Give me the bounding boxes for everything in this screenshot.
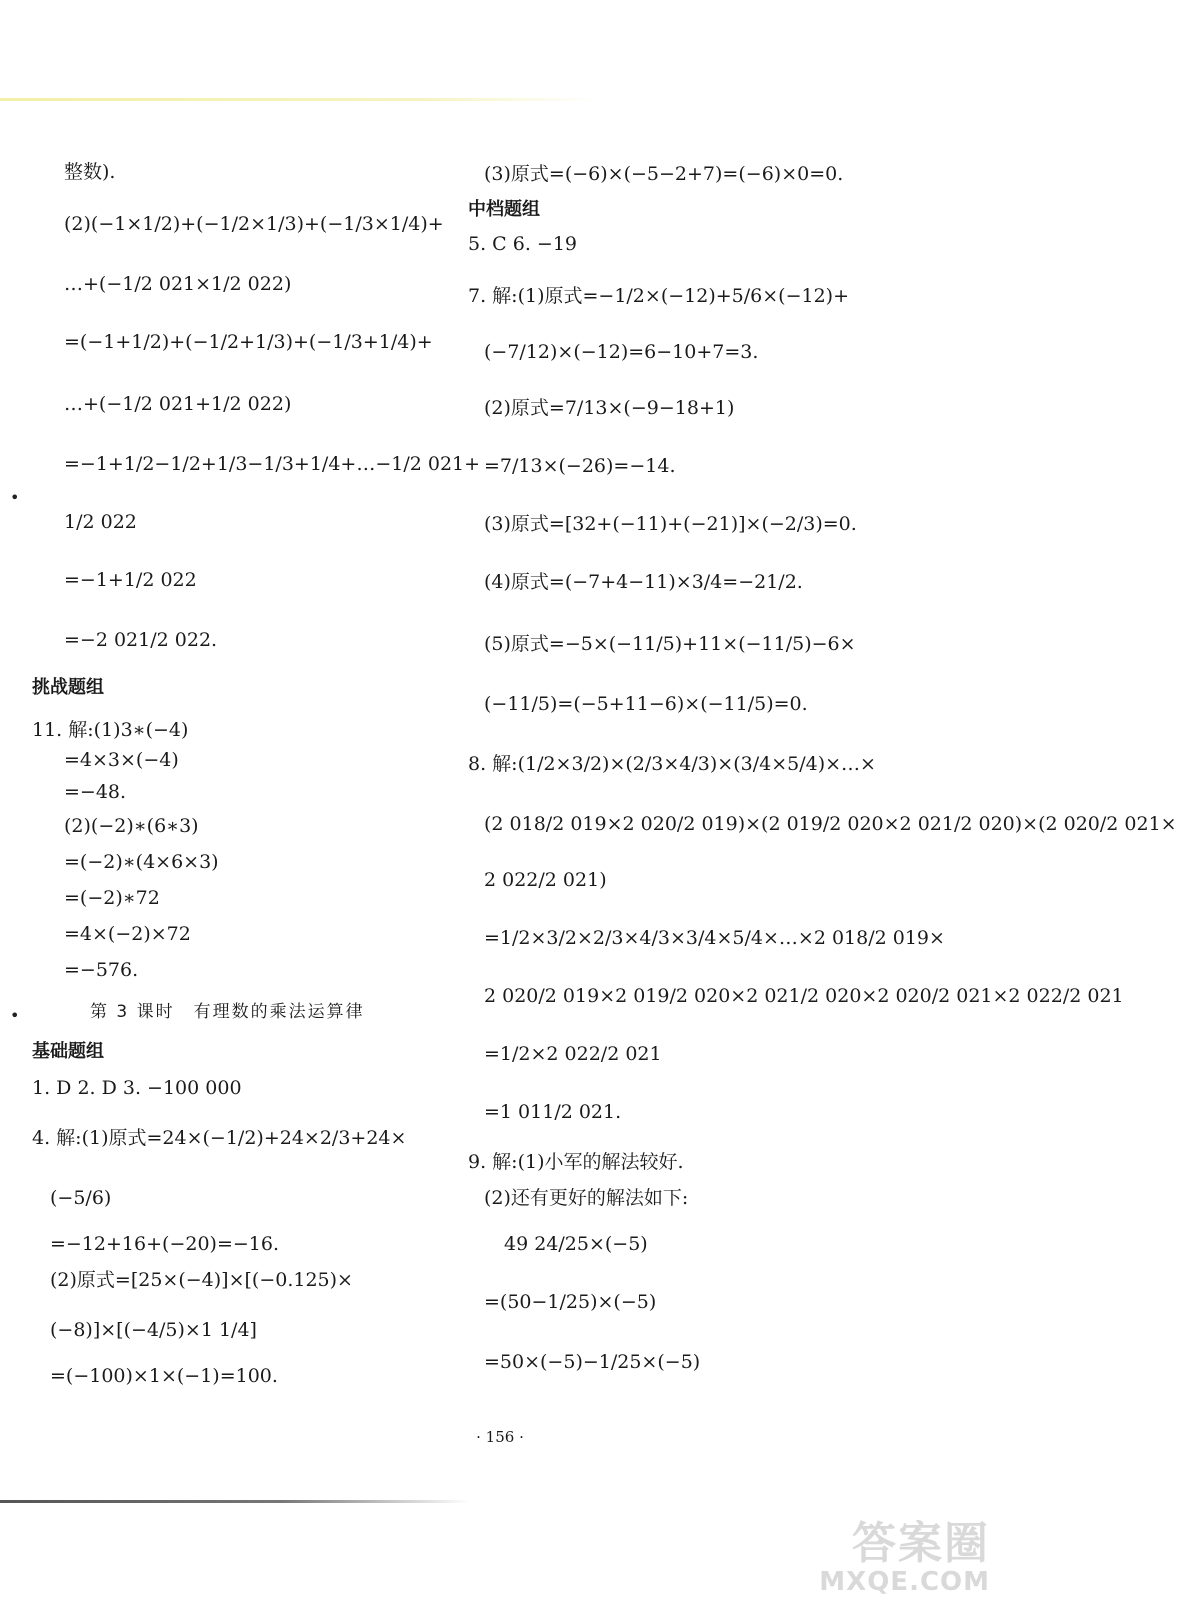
solution-line: 2 020/2 019×2 019/2 020×2 021/2 020×2 020/2 021×2 022/2 021 <box>484 985 1124 1007</box>
watermark-line2: MXQE.COM <box>819 1567 990 1597</box>
solution-line: =50×(−5)−1/25×(−5) <box>484 1351 701 1373</box>
solution-line: (2)(−2)∗(6∗3) <box>64 815 199 837</box>
solution-line: (−11/5)=(−5+11−6)×(−11/5)=0. <box>484 693 808 715</box>
page-number: · 156 · <box>476 1428 524 1446</box>
solution-line: =(−2)∗72 <box>64 887 160 909</box>
solution-line: (2)还有更好的解法如下: <box>484 1187 689 1209</box>
solution-line: =4×3×(−4) <box>64 749 179 771</box>
solution-line: (2 018/2 019×2 020/2 019)×(2 019/2 020×2 021/2 020)×(2 020/2 021× <box>484 813 1177 835</box>
section-heading: 中档题组 <box>468 199 540 220</box>
solution-line: =−2 021/2 022. <box>64 629 218 651</box>
watermark-line1: 答案圈 <box>852 1518 990 1569</box>
solution-line: 4. 解:(1)原式=24×(−1/2)+24×2/3+24× <box>32 1127 407 1149</box>
margin-dot: • <box>10 488 20 507</box>
solution-line: =(−1+1/2)+(−1/2+1/3)+(−1/3+1/4)+ <box>64 331 433 353</box>
solution-line: =(−2)∗(4×6×3) <box>64 851 219 873</box>
section-heading: 基础题组 <box>32 1041 104 1062</box>
solution-line: (2)原式=7/13×(−9−18+1) <box>484 397 735 419</box>
header-rule <box>0 98 600 101</box>
solution-line: =−12+16+(−20)=−16. <box>50 1233 280 1255</box>
solution-line: 9. 解:(1)小军的解法较好. <box>468 1151 684 1173</box>
solution-line: 1/2 022 <box>64 511 137 533</box>
solution-line: …+(−1/2 021×1/2 022) <box>64 273 292 295</box>
page-number-value: 156 <box>485 1428 515 1446</box>
margin-dot: • <box>10 1006 20 1025</box>
solution-line: (3)原式=[32+(−11)+(−21)]×(−2/3)=0. <box>484 513 857 535</box>
solution-line: =−1+1/2 022 <box>64 569 197 591</box>
solution-line: =−48. <box>64 781 127 803</box>
lesson-title: 第 3 课时 有理数的乘法运算律 <box>90 1002 365 1022</box>
solution-line: =1/2×2 022/2 021 <box>484 1043 662 1065</box>
solution-line: 整数). <box>64 161 116 183</box>
solution-line: =−576. <box>64 959 139 981</box>
solution-line: (−7/12)×(−12)=6−10+7=3. <box>484 341 759 363</box>
solution-line: =−1+1/2−1/2+1/3−1/3+1/4+…−1/2 021+ <box>64 453 481 475</box>
solution-line: 11. 解:(1)3∗(−4) <box>32 719 189 741</box>
section-heading: 挑战题组 <box>32 677 104 698</box>
solution-line: =(50−1/25)×(−5) <box>484 1291 657 1313</box>
solution-line: …+(−1/2 021+1/2 022) <box>64 393 292 415</box>
solution-line: (2)(−1×1/2)+(−1/2×1/3)+(−1/3×1/4)+ <box>64 213 444 235</box>
solution-line: =1 011/2 021. <box>484 1101 622 1123</box>
solution-line: 2 022/2 021) <box>484 869 607 891</box>
solution-line: 7. 解:(1)原式=−1/2×(−12)+5/6×(−12)+ <box>468 285 850 307</box>
solution-line: =4×(−2)×72 <box>64 923 191 945</box>
solution-line: 5. C 6. −19 <box>468 233 578 255</box>
solution-line: (5)原式=−5×(−11/5)+11×(−11/5)−6× <box>484 633 856 655</box>
solution-line: (3)原式=(−6)×(−5−2+7)=(−6)×0=0. <box>484 163 844 185</box>
solution-line: =(−100)×1×(−1)=100. <box>50 1365 278 1387</box>
solution-line: (−8)]×[(−4/5)×1 1/4] <box>50 1319 257 1341</box>
watermark-logo <box>819 1520 990 1596</box>
solution-line: (4)原式=(−7+4−11)×3/4=−21/2. <box>484 571 803 593</box>
solution-line: 49 24/25×(−5) <box>504 1233 648 1255</box>
solution-line: 8. 解:(1/2×3/2)×(2/3×4/3)×(3/4×5/4)×…× <box>468 753 876 775</box>
solution-line: 1. D 2. D 3. −100 000 <box>32 1077 242 1099</box>
solution-line: =7/13×(−26)=−14. <box>484 455 676 477</box>
solution-line: =1/2×3/2×2/3×4/3×3/4×5/4×…×2 018/2 019× <box>484 927 945 949</box>
solution-line: (−5/6) <box>50 1187 112 1209</box>
solution-line: (2)原式=[25×(−4)]×[(−0.125)× <box>50 1269 353 1291</box>
footer-rule <box>0 1500 470 1503</box>
